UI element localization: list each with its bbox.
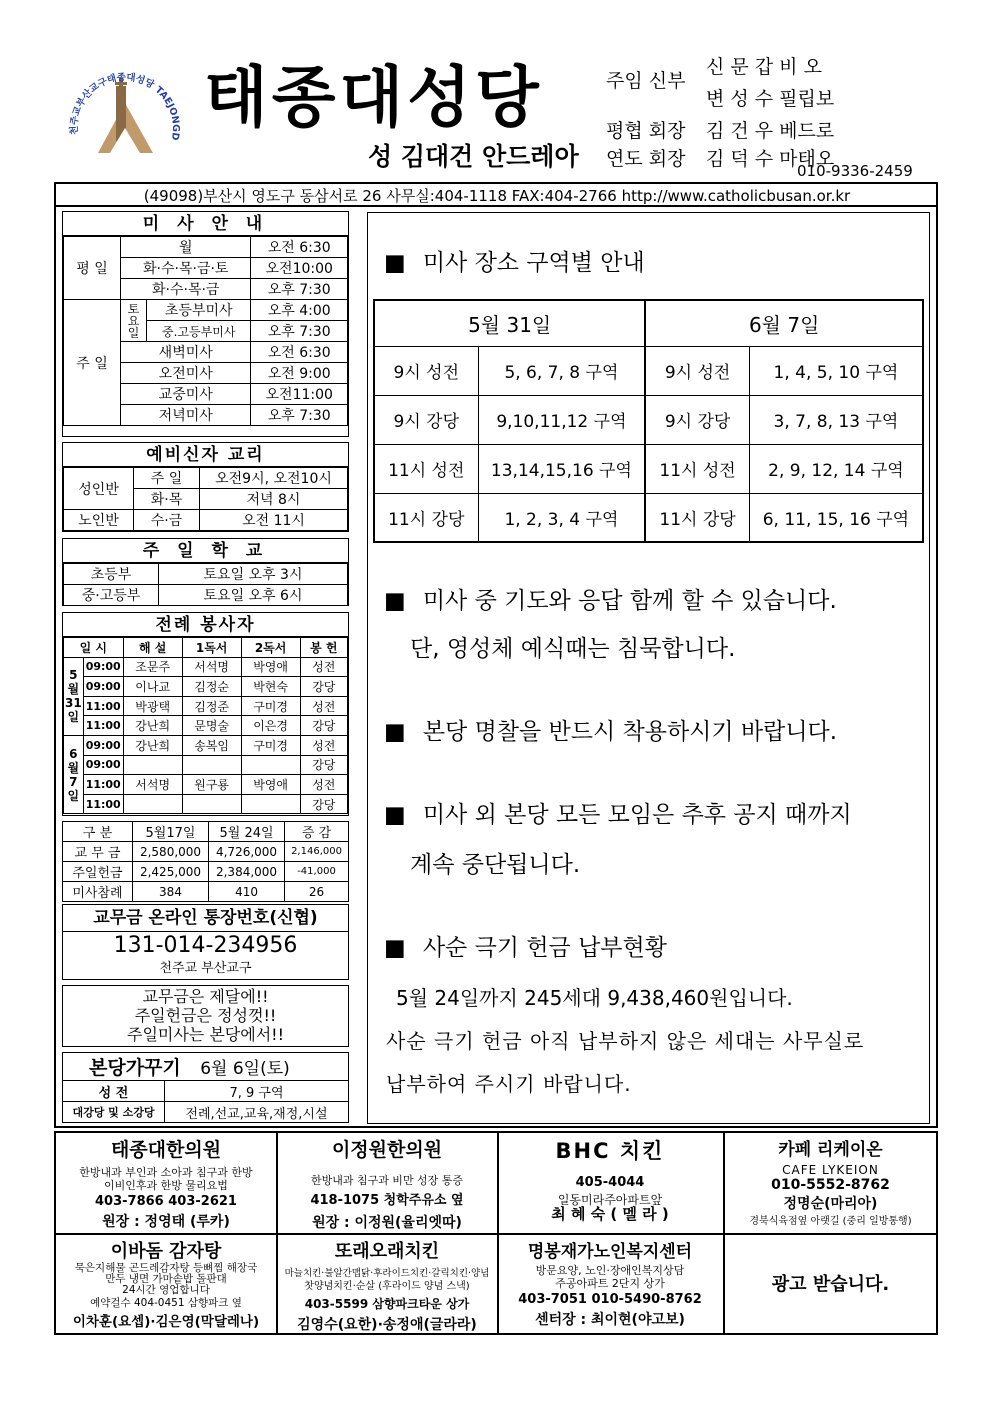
ad-text: CAFE LYKEION [782,1163,879,1177]
mass-name: 저녁미사 [121,405,251,426]
bullet-square-icon: ■ [384,935,406,961]
mass-place: 9시 성전 [645,346,749,395]
liturgy-header: 봉 헌 [300,638,347,658]
liturgy-cell: 강난희 [123,716,182,736]
liturgy-cell: 문명술 [182,716,241,736]
liturgy-cell: 이나교 [123,677,182,697]
staff-role: 주임 신부 [606,70,686,92]
ad-phone: 403-7866 403-2621 [95,1194,237,1209]
notice-meetings [384,796,852,829]
mass-schedule-box [62,211,349,437]
liturgy-cell: 이은경 [241,716,300,736]
cleaning-title-cell [63,1053,349,1081]
notice-text: 사순 극기 헌금 아직 납부하지 않은 세대는 사무실로 [386,1029,865,1053]
cleaning-place: 성 전 [63,1081,165,1102]
ad-name: 광고 받습니다. [771,1274,890,1295]
sunday-school-box [62,538,349,606]
slogan-line: 주일헌금은 정성껏!! [134,1006,277,1025]
mass-time: 오후 4:00 [251,300,348,321]
finance-cell: 410 [209,882,285,902]
sunday-school-table [63,563,348,606]
ad-phone: 403-7051 010-5490-8762 [518,1292,702,1307]
mass-place: 9시 강당 [374,395,478,444]
notice-text: 5월 24일까지 245세대 9,438,460원입니다. [396,986,793,1010]
liturgy-cell: 강당 [300,794,347,814]
liturgy-date: 5월31일 [64,657,84,735]
liturgy-cell: 원구룡 [182,775,241,795]
mass-name: 오전미사 [121,363,251,384]
notice-text: 계속 중단됩니다. [410,852,581,878]
liturgy-cell: 김정순 [182,677,241,697]
ad-name: BHC 치킨 [555,1139,665,1163]
class-time: 오전 11시 [200,510,348,531]
ads-grid [54,1131,938,1335]
mass-places-box [373,299,924,543]
cleaning-place: 대강당 및 소강당 [63,1102,165,1123]
ad-name: 태종대한의원 [110,1139,222,1161]
mass-zone: 13,14,15,16 구역 [478,444,645,493]
table-row [374,444,923,493]
cleaning-box [62,1052,349,1123]
mass-places-header: 6월 7일 [645,300,923,346]
ad-leejungwon [278,1135,496,1232]
mass-place: 11시 성전 [374,444,478,493]
finance-cell: 2,384,000 [209,862,285,882]
notice-text: 본당 명찰을 반드시 착용하시기 바랍니다. [422,719,838,745]
mass-zone: 5, 6, 7, 8 구역 [478,346,645,395]
liturgy-cell: 강난희 [123,735,182,755]
liturgy-header: 일 시 [64,638,124,658]
liturgy-time: 11:00 [83,696,123,716]
finance-header: 5월 24일 [209,822,285,842]
ad-name: 이바돔 감자탕 [110,1241,222,1262]
liturgy-cell: 구미경 [241,735,300,755]
bullet-square-icon: ■ [384,250,406,276]
notice-title: 사순 극기 헌금 납부현황 [422,935,667,961]
ads-divider [56,1233,936,1235]
ad-owner: 김영수(요한)·송정애(글라라) [297,1317,477,1333]
table-row [64,794,348,814]
adult-class-label: 성인반 [64,468,134,510]
mass-day: 월 [121,237,251,258]
mass-time: 오전11:00 [251,384,348,405]
liturgy-cell: 박현숙 [241,677,300,697]
ad-phone: 예약걸수 404-0451 삼향파크 옆 [90,1297,242,1309]
slogan-line: 교무금은 제달에!! [142,987,269,1006]
ad-text: 마늘치킨·불알간맵닭·후라이드치킨·갈릭치킨·양념 [284,1268,490,1279]
table-row [64,775,348,795]
cleaning-title: 본당가꾸기 [89,1057,181,1079]
ad-text: 일동미라주아파트앞 [557,1193,663,1207]
ad-ttorae [278,1237,496,1334]
finance-header: 5월17일 [133,822,209,842]
finance-cell: 384 [133,882,209,902]
mass-day: 화·수·목·금 [121,279,251,300]
mass-schedule-title: 미 사 안 내 [63,212,348,236]
liturgy-cell: 구미경 [241,696,300,716]
notice-mass-places [384,244,645,277]
finance-cell: 4,726,000 [209,842,285,862]
mass-day: 화·수·목·금·토 [121,258,251,279]
mass-name: 초등부미사 [147,300,251,321]
catechism-title: 예비신자 교리 [63,443,348,467]
bullet-square-icon: ■ [384,802,406,828]
account-box [62,904,349,980]
ad-text: 한방내과 부인과 소아과 침구과 한방 [79,1166,253,1179]
liturgy-cell: 서석명 [182,657,241,677]
liturgy-cell: 조문주 [123,657,182,677]
cleaning-date: 6월 6일(토) [200,1059,290,1079]
mass-schedule-table [63,236,348,426]
notice-text: 납부하여 주시기 바랍니다. [386,1072,632,1096]
ad-text: 만두 냉면 가마솥밥 돌판대 [105,1273,227,1285]
ad-phone: 403-5599 삼향파크타운 상가 [304,1297,470,1311]
liturgy-cell: 송복임 [182,735,241,755]
ad-text: 이비인후과 한방 물리요법 [104,1179,228,1192]
mass-time: 오후 7:30 [251,405,348,426]
staff-name: 변 성 수 필립보 [706,88,835,110]
finance-cell: 미사참례 [63,882,133,902]
ad-owner: 이차훈(요셉)·김은영(막달레나) [72,1314,260,1330]
liturgy-cell: 강당 [300,716,347,736]
church-logo [58,58,193,193]
ad-text: 주공아파트 2단지 상가 [555,1277,665,1290]
ad-owner: 정명순(마리아) [783,1196,878,1212]
liturgy-cell: 강당 [300,755,347,775]
liturgy-time: 09:00 [83,735,123,755]
class-day: 화·목 [134,489,200,510]
school-grade: 중·고등부 [64,585,159,606]
school-time: 토요일 오후 3시 [159,564,348,585]
logo-ring-text: 천주교부산교구태종대성당 TAEJONGD [68,72,182,142]
finance-cell: -41,000 [285,862,349,882]
liturgy-cell: 성전 [300,696,347,716]
liturgy-box [62,612,349,816]
mass-place: 11시 강당 [374,493,478,542]
table-row [374,493,923,542]
slogan-line: 주일미사는 본당에서!! [126,1025,285,1044]
slogan-box [62,985,349,1047]
ad-hanuiwon [58,1135,274,1231]
ad-owner: 최 혜 숙 ( 멜 라 ) [551,1205,669,1223]
mass-place: 9시 강당 [645,395,749,444]
liturgy-cell: 강당 [300,677,347,697]
contact-phone: 010-9336-2459 [797,162,913,180]
account-number: 131-014-234956 [113,933,298,958]
table-row [63,842,349,862]
liturgy-cell: 박영애 [241,657,300,677]
liturgy-cell [123,794,182,814]
liturgy-cell: 서석명 [123,775,182,795]
senior-class-label: 노인반 [64,510,134,531]
mass-place: 11시 강당 [645,493,749,542]
liturgy-cell [241,794,300,814]
saturday-label: 토요일 [121,300,147,342]
ad-name: 이정원한의원 [331,1139,443,1161]
finance-header: 증 감 [285,822,349,842]
notice-text: 미사 중 기도와 응답 함께 할 수 있습니다. [422,588,837,614]
mass-time: 오전 6:30 [251,342,348,363]
liturgy-header: 1독서 [182,638,241,658]
notice-text: 미사 외 본당 모든 모임은 추후 공지 때까지 [422,802,852,828]
mass-time: 오전10:00 [251,258,348,279]
finance-header: 구 분 [63,822,133,842]
sunday-school-title: 주 일 학 교 [63,539,348,563]
class-day: 수·금 [134,510,200,531]
address-bar: (49098)부산시 영도구 동삼서로 26 사무실:404-1118 FAX:404-2766 http://www.catholicbusan.or.kr [143,187,851,205]
staff-name: 신 문 갑 비 오 [706,56,822,78]
mass-places-table [373,299,924,543]
liturgy-time: 11:00 [83,716,123,736]
liturgy-cell [123,755,182,775]
ad-text: 찻양념치킨·순살 (후라이드 양념 스낵) [304,1281,470,1292]
liturgy-time: 09:00 [83,755,123,775]
ad-phone: 405-4044 [575,1175,645,1190]
bullet-square-icon: ■ [384,719,406,745]
staff-name: 김 덕 수 마태오 [706,148,835,170]
finance-table [62,821,349,902]
ad-placeholder [725,1237,936,1333]
ad-owner: 원장 : 이정원(율리엣따) [312,1215,462,1231]
ad-text: 방문요양, 노인·장애인복지상담 [535,1264,685,1277]
liturgy-cell: 박영애 [241,775,300,795]
ad-text: 24시간 영업합니다 [122,1284,210,1296]
notice-prayer [384,582,837,615]
finance-cell: 교 무 금 [63,842,133,862]
finance-box [62,821,349,902]
ad-name: 명봉재가노인복지센터 [527,1242,693,1262]
finance-cell: 26 [285,882,349,902]
liturgy-cell: 성전 [300,775,347,795]
table-row [64,735,348,755]
liturgy-header: 해 설 [123,638,182,658]
finance-cell: 2,146,000 [285,842,349,862]
mass-zone: 1, 2, 3, 4 구역 [478,493,645,542]
mass-zone: 3, 7, 8, 13 구역 [749,395,923,444]
notice-text: 단, 영성체 예식때는 침묵합니다. [410,636,736,662]
liturgy-time: 11:00 [83,775,123,795]
table-row [63,882,349,902]
ad-bhc [499,1135,721,1224]
notice-lent-offering [384,929,667,962]
ad-text: 묵은지해물 곤드레감자탕 등뼈찜 해장국 [74,1262,258,1274]
staff-name: 김 건 우 베드로 [706,120,835,142]
class-time: 저녁 8시 [200,489,348,510]
liturgy-cell: 성전 [300,735,347,755]
address-divider [54,205,938,207]
mass-time: 오후 7:30 [251,279,348,300]
liturgy-cell: 성전 [300,657,347,677]
school-time: 토요일 오후 6시 [159,585,348,606]
cleaning-who: 7, 9 구역 [165,1081,349,1102]
mass-zone: 9,10,11,12 구역 [478,395,645,444]
notice-title: 미사 장소 구역별 안내 [422,250,645,276]
mass-places-header: 5월 31일 [374,300,645,346]
ad-name: 또래오래치킨 [334,1241,440,1262]
finance-cell: 2,425,000 [133,862,209,882]
account-owner: 천주교 부산교구 [159,961,252,976]
church-title: 태종대성당 [204,59,543,136]
church-patron: 성 김대건 안드레아 [368,142,579,171]
mass-place: 9시 성전 [374,346,478,395]
table-row [63,862,349,882]
mass-time: 오후 7:30 [251,321,348,342]
ad-text: 경북식육점옆 아랫길 (중리 일방통행) [749,1216,912,1227]
table-row [374,346,923,395]
mass-name: 새벽미사 [121,342,251,363]
cleaning-table [62,1052,349,1123]
liturgy-cell [182,755,241,775]
liturgy-cell [241,755,300,775]
table-row [64,716,348,736]
finance-cell: 2,580,000 [133,842,209,862]
liturgy-time: 09:00 [83,677,123,697]
class-time: 오전9시, 오전10시 [200,468,348,489]
ad-phone: 418-1075 청학주유소 옆 [310,1193,464,1208]
staff-role: 평협 회장 [606,120,686,142]
liturgy-header: 2독서 [241,638,300,658]
ad-text: 한방내과 침구과 비만 성장 통증 [310,1174,464,1187]
mass-time: 오전 9:00 [251,363,348,384]
staff-role: 연도 회장 [606,148,686,170]
account-title: 교무금 온라인 통장번호(신협) [63,905,348,932]
mass-name: 교중미사 [121,384,251,405]
finance-cell: 주일헌금 [63,862,133,882]
cleaning-who: 전례,선교,교육,재정,시설 [165,1102,349,1123]
liturgy-table [63,637,348,814]
liturgy-title: 전례 봉사자 [63,613,348,637]
sunday-label: 주 일 [64,300,121,426]
ad-name: 카페 리케이온 [778,1140,883,1160]
mass-time: 오전 6:30 [251,237,348,258]
mass-place: 11시 성전 [645,444,749,493]
mass-name: 중.고등부미사 [147,321,251,342]
ad-cafe-lykeion [725,1135,936,1228]
liturgy-date: 6월7일 [64,735,84,813]
mass-zone: 2, 9, 12, 14 구역 [749,444,923,493]
ad-myungbong [499,1237,721,1329]
mass-zone: 6, 11, 15, 16 구역 [749,493,923,542]
table-row [64,677,348,697]
class-day: 주 일 [134,468,200,489]
liturgy-cell: 김정준 [182,696,241,716]
catechism-box [62,442,349,532]
liturgy-time: 11:00 [83,794,123,814]
table-row [64,657,348,677]
ad-owner: 원장 : 정영태 (루카) [102,1214,230,1230]
school-grade: 초등부 [64,564,159,585]
table-row [64,755,348,775]
liturgy-time: 09:00 [83,657,123,677]
liturgy-cell [182,794,241,814]
catechism-table [63,467,348,531]
liturgy-cell: 박광택 [123,696,182,716]
mass-zone: 1, 4, 5, 10 구역 [749,346,923,395]
table-row [64,696,348,716]
table-row [374,395,923,444]
ad-phone: 010-5552-8762 [771,1177,890,1193]
bullet-square-icon: ■ [384,588,406,614]
ad-ibadom [58,1237,274,1330]
church-logo-icon [58,58,193,193]
weekday-label: 평 일 [64,237,121,300]
notice-nametag [384,713,837,746]
ad-owner: 센터장 : 최이현(야고보) [535,1312,685,1328]
